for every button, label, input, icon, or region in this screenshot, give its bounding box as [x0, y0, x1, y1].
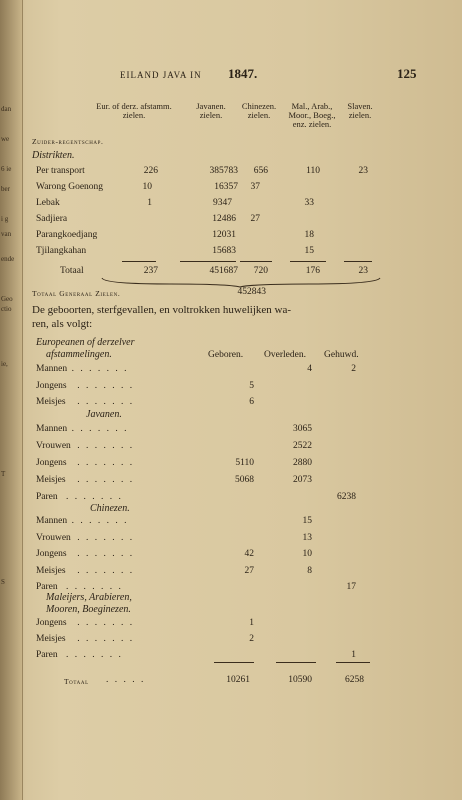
- sum-rule: [336, 662, 370, 663]
- column-header-married: Gehuwd.: [324, 350, 359, 360]
- spine-text: ctio: [1, 305, 12, 313]
- dot-leader: . . . . . . .: [77, 532, 135, 543]
- row-label: Mannen: [36, 364, 68, 374]
- spine-text: T: [1, 470, 6, 478]
- column-header-javanese: Javanen. zielen.: [196, 101, 226, 120]
- row-label: Vrouwen: [36, 441, 71, 451]
- row-label: Meisjes: [36, 565, 66, 576]
- row-label: Vrouwen: [36, 532, 71, 543]
- dot-leader: . . . . . . .: [77, 618, 135, 628]
- died-value: 4: [307, 364, 312, 374]
- married-value: 2: [351, 364, 356, 374]
- column-header-slaves: Slaven. zielen.: [347, 101, 373, 120]
- spine-text: ende: [1, 255, 15, 263]
- sum-rule: [122, 261, 156, 262]
- spine-text: 6 ie: [1, 165, 12, 173]
- row-label: Mannen: [36, 424, 68, 434]
- group-heading-javanese: Javanen.: [86, 409, 122, 420]
- dot-leader: . . . . . . .: [71, 424, 129, 434]
- book-page: dan we 6 ie ber i g van ende Geo ctio ie, T S EILAND JAVA IN 1847. 125 Eur. of derz. afstamm. zielen. Javanen. zielen. Chinezen. zielen. Mal., Arab., Moor., Boeg., enz. zielen. Slaven. zielen. Zuider-regentschap. Distrikten. Per transport 226 385783 656 110 23 Warong Goenong 10 16357 37 Lebak 1 9347 33 Sadjiera 12486 27 Parangkoedjang 12031 18 Tjilangkahan 15683 15 Totaal 237 451687 720 176 23 Totaal Generaal Zielen. 452843 De geboorten, sterfgevallen, en voltrokken huwelijken wa- ren, als volgt: Europeanen of derzelver afstammelingen. Geboren. Overleden. Gehuwd. Mannen . . . . . . . 4 2 Jongens . . . . . . . 5 Meisjes . . . . . . . 6 Javanen. Mannen . . . . . . . 3065 Vrouwen . . . . . . . 2522 Jongens . . . . . . . 5110 2880 Meisjes . . . . . . . 5068 2073 Paren . . . . . . . 6238 Chinezen. Mannen . . . . . . . 15 Vrouwen . . . . . . . 13 Jongens . . . . . . . 42 10 Meisjes . . . . . . . 27 8 Paren . . . . . . . 17 Maleijers, Arabieren, Mooren, Boeginezen. Jongens . . . . . . . 1 Meisjes . . . . . . . 2 Paren . . . . . . . 1 Totaal . . . . . 10261 10590 6258: [0, 0, 462, 800]
- paragraph-line: ren, als volgt:: [32, 318, 93, 330]
- column-header-malays: Mal., Arab., Moor., Boeg., enz. zielen.: [288, 101, 336, 129]
- running-title: EILAND JAVA IN: [120, 70, 202, 80]
- group-heading-chinese: Chinezen.: [90, 503, 130, 514]
- spine-text: van: [1, 230, 12, 238]
- died-value: 2073: [293, 475, 312, 485]
- died-value: 8: [307, 565, 312, 576]
- row-label: Paren: [36, 492, 58, 502]
- died-value: 2880: [293, 458, 312, 468]
- dot-leader: . . . . . . .: [77, 634, 135, 644]
- married-value: 6238: [337, 492, 356, 502]
- group-heading-malays: Mooren, Boeginezen.: [46, 604, 131, 615]
- died-value: 13: [302, 532, 312, 543]
- row-label: Meisjes: [36, 634, 66, 644]
- dot-leader: . . . . . . .: [77, 549, 135, 559]
- dot-leader: . . . . . . .: [66, 582, 123, 592]
- born-value: 1: [249, 618, 254, 628]
- dot-leader: . . . . . . .: [77, 441, 135, 451]
- row-label: Meisjes: [36, 475, 66, 485]
- column-header-chinese: Chinezen. zielen.: [241, 101, 277, 120]
- born-value: 5110: [235, 458, 254, 468]
- died-value: 3065: [293, 424, 312, 434]
- spine-text: Geo: [1, 295, 13, 303]
- born-value: 42: [244, 549, 254, 559]
- born-value: 2: [249, 634, 254, 644]
- grand-total-label: Totaal Generaal Zielen.: [32, 289, 121, 298]
- row-label: Jongens: [36, 380, 67, 391]
- column-header-born: Geboren.: [208, 350, 244, 360]
- row-label: Paren: [36, 582, 58, 592]
- dot-leader: . . . . . . .: [66, 650, 123, 660]
- row-label: Meisjes: [36, 397, 66, 407]
- sum-rule: [276, 662, 316, 663]
- page-number: 125: [397, 66, 417, 81]
- spine-text: ber: [1, 185, 10, 193]
- sum-rule: [240, 261, 272, 262]
- grand-total-value: 452843: [237, 287, 266, 297]
- died-value: 15: [302, 516, 312, 526]
- paragraph-line: De geboorten, sterfgevallen, en voltrokken huwelijken wa-: [32, 304, 292, 316]
- spine-text: ie,: [1, 360, 8, 368]
- sum-rule: [290, 261, 326, 262]
- born-value: 27: [244, 565, 254, 576]
- subsection-heading: Distrikten.: [32, 150, 75, 161]
- dot-leader: . . . . . . .: [77, 475, 135, 485]
- group-heading-europeans: Europeanen of derzelver: [36, 337, 135, 348]
- dot-leader: . . . . . . .: [66, 492, 123, 502]
- row-label: Jongens: [36, 618, 67, 628]
- spine-text: S: [1, 578, 5, 586]
- died-value: 2522: [293, 441, 312, 451]
- group-heading-malays: Maleijers, Arabieren,: [46, 592, 132, 603]
- dot-leader: . . . . . . .: [71, 516, 129, 526]
- born-value: 5068: [235, 475, 254, 485]
- row-label: Mannen: [36, 516, 68, 526]
- sum-rule: [180, 261, 236, 262]
- header-year: 1847.: [228, 66, 258, 81]
- row-label: Jongens: [36, 549, 67, 559]
- facing-page-edge: [0, 0, 23, 800]
- dot-leader: . . . . . . .: [77, 458, 135, 468]
- spine-text: i g: [1, 215, 9, 223]
- row-label: Paren: [36, 650, 58, 660]
- dot-leader: . . . . . . .: [77, 565, 135, 576]
- born-value: 6: [249, 397, 254, 407]
- row-label: Jongens: [36, 458, 67, 468]
- dot-leader: . . . . . . .: [77, 380, 135, 391]
- born-value: 5: [249, 380, 254, 391]
- died-value: 10: [302, 549, 312, 559]
- spine-text: we: [1, 135, 10, 143]
- married-value: 17: [346, 582, 356, 592]
- married-value: 1: [351, 650, 356, 660]
- dot-leader: . . . . . . .: [71, 364, 129, 374]
- group-heading-europeans: afstammelingen.: [46, 349, 112, 360]
- section-heading: Zuider-regentschap.: [32, 137, 104, 146]
- dot-leader: . . . . . . .: [77, 397, 135, 407]
- column-header-died: Overleden.: [264, 350, 306, 360]
- column-header-europeans: Eur. of derz. afstamm. zielen.: [96, 101, 172, 120]
- sum-rule: [214, 662, 254, 663]
- spine-text: dan: [1, 105, 12, 113]
- sum-rule: [344, 261, 372, 262]
